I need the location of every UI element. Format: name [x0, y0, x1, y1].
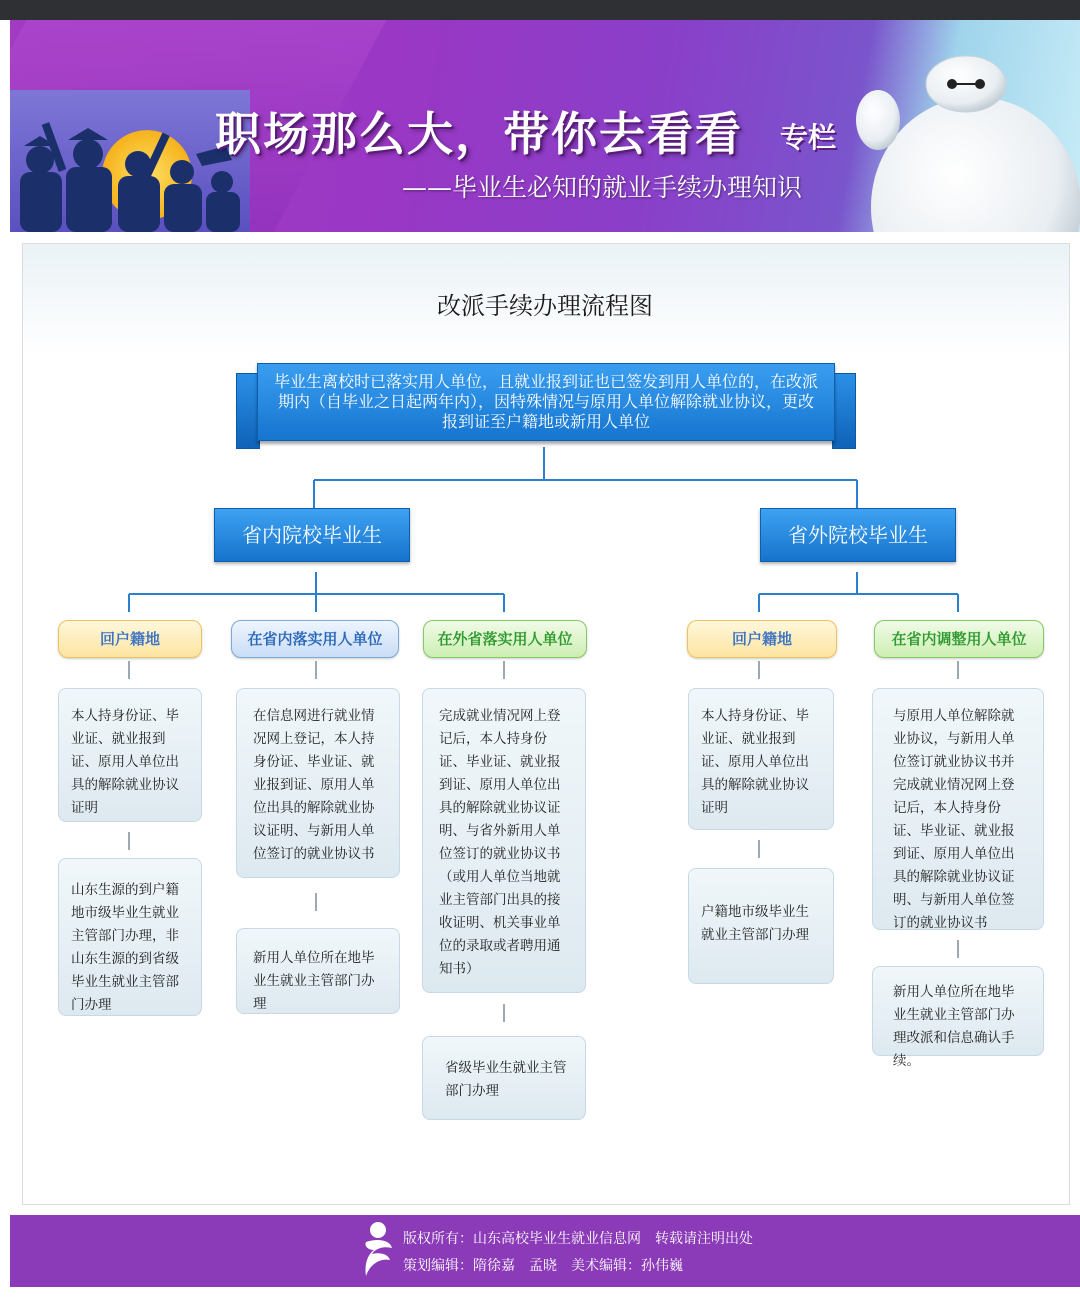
- step-card: [236, 928, 400, 1014]
- footer-editors: 策划编辑：隋徐嘉 孟晓 美术编辑：孙伟巍: [403, 1258, 683, 1274]
- step-text: 户籍地市级毕业生就业主管部门办理: [701, 904, 809, 943]
- footer-logo-icon: [360, 1220, 396, 1278]
- step-card: [422, 688, 586, 993]
- option-employer-out-province: 在外省落实用人单位: [423, 620, 587, 658]
- step-text: 与原用人单位解除就业协议，与新用人单位签订就业协议书并完成就业情况网上登记后，本人持身份证、毕业证、就业报到证、原用人单位出具的解除就业协议证明、与新用人单位签订的就业协议书: [893, 708, 1015, 931]
- step-text: 山东生源的到户籍地市级毕业生就业主管部门办理，非山东生源的到省级毕业生就业主管部门办理: [71, 882, 179, 1013]
- footer: [10, 1215, 1080, 1287]
- category-out-province: 省外院校毕业生: [760, 508, 956, 562]
- option-return-hometown-left: 回户籍地: [58, 620, 202, 658]
- step-text: 在信息网进行就业情况网上登记，本人持身份证、毕业证、就业报到证、原用人单位出具的解除就业协议证明、与新用人单位签订的就业协议书: [253, 708, 375, 862]
- option-employer-in-province: 在省内落实用人单位: [231, 620, 399, 658]
- step-text: 新用人单位所在地毕业生就业主管部门办理改派和信息确认手续。: [893, 984, 1015, 1069]
- option-adjust-employer-in-province: 在省内调整用人单位: [874, 620, 1044, 658]
- root-right-tab: [832, 373, 856, 449]
- step-card: [236, 688, 400, 878]
- step-card: [872, 688, 1044, 930]
- footer-copyright: 版权所有：山东高校毕业生就业信息网 转载请注明出处: [403, 1231, 753, 1247]
- step-text: 本人持身份证、毕业证、就业报到证、原用人单位出具的解除就业协议证明: [71, 708, 179, 816]
- step-card: [872, 966, 1044, 1069]
- step-card: [58, 858, 202, 1016]
- step-text: 本人持身份证、毕业证、就业报到证、原用人单位出具的解除就业协议证明: [701, 708, 809, 816]
- step-card: [58, 688, 202, 822]
- root-box: [257, 363, 835, 441]
- option-return-hometown-right: 回户籍地: [687, 620, 837, 658]
- step-text: 省级毕业生就业主管部门办理: [445, 1060, 567, 1099]
- banner-subtitle: ——毕业生必知的就业手续办理知识: [402, 173, 803, 202]
- step-card: [422, 1036, 586, 1120]
- category-in-province: 省内院校毕业生: [214, 508, 410, 562]
- step-text: 完成就业情况网上登记后，本人持身份证、毕业证、就业报到证、原用人单位出具的解除就业协议证明、与省外新用人单位签订的就业协议书（或用人单位当地就业主管部门出具的接收证明、机关事业单位的录取或者聘用通知书）: [439, 708, 561, 977]
- step-card: [688, 868, 834, 984]
- step-card: [688, 688, 834, 830]
- banner-title: 职场那么大，带你去看看: [215, 107, 743, 161]
- root-text: 毕业生离校时已落实用人单位，且就业报到证也已签发到用人单位的，在改派期内（自毕业之日起两年内），因特殊情况与原用人单位解除就业协议，更改报到证至户籍地或新用人单位: [273, 372, 818, 431]
- banner-title-suffix: 专栏: [780, 121, 837, 154]
- chart-title: 改派手续办理流程图: [437, 292, 653, 320]
- step-text: 新用人单位所在地毕业生就业主管部门办理: [253, 950, 375, 1012]
